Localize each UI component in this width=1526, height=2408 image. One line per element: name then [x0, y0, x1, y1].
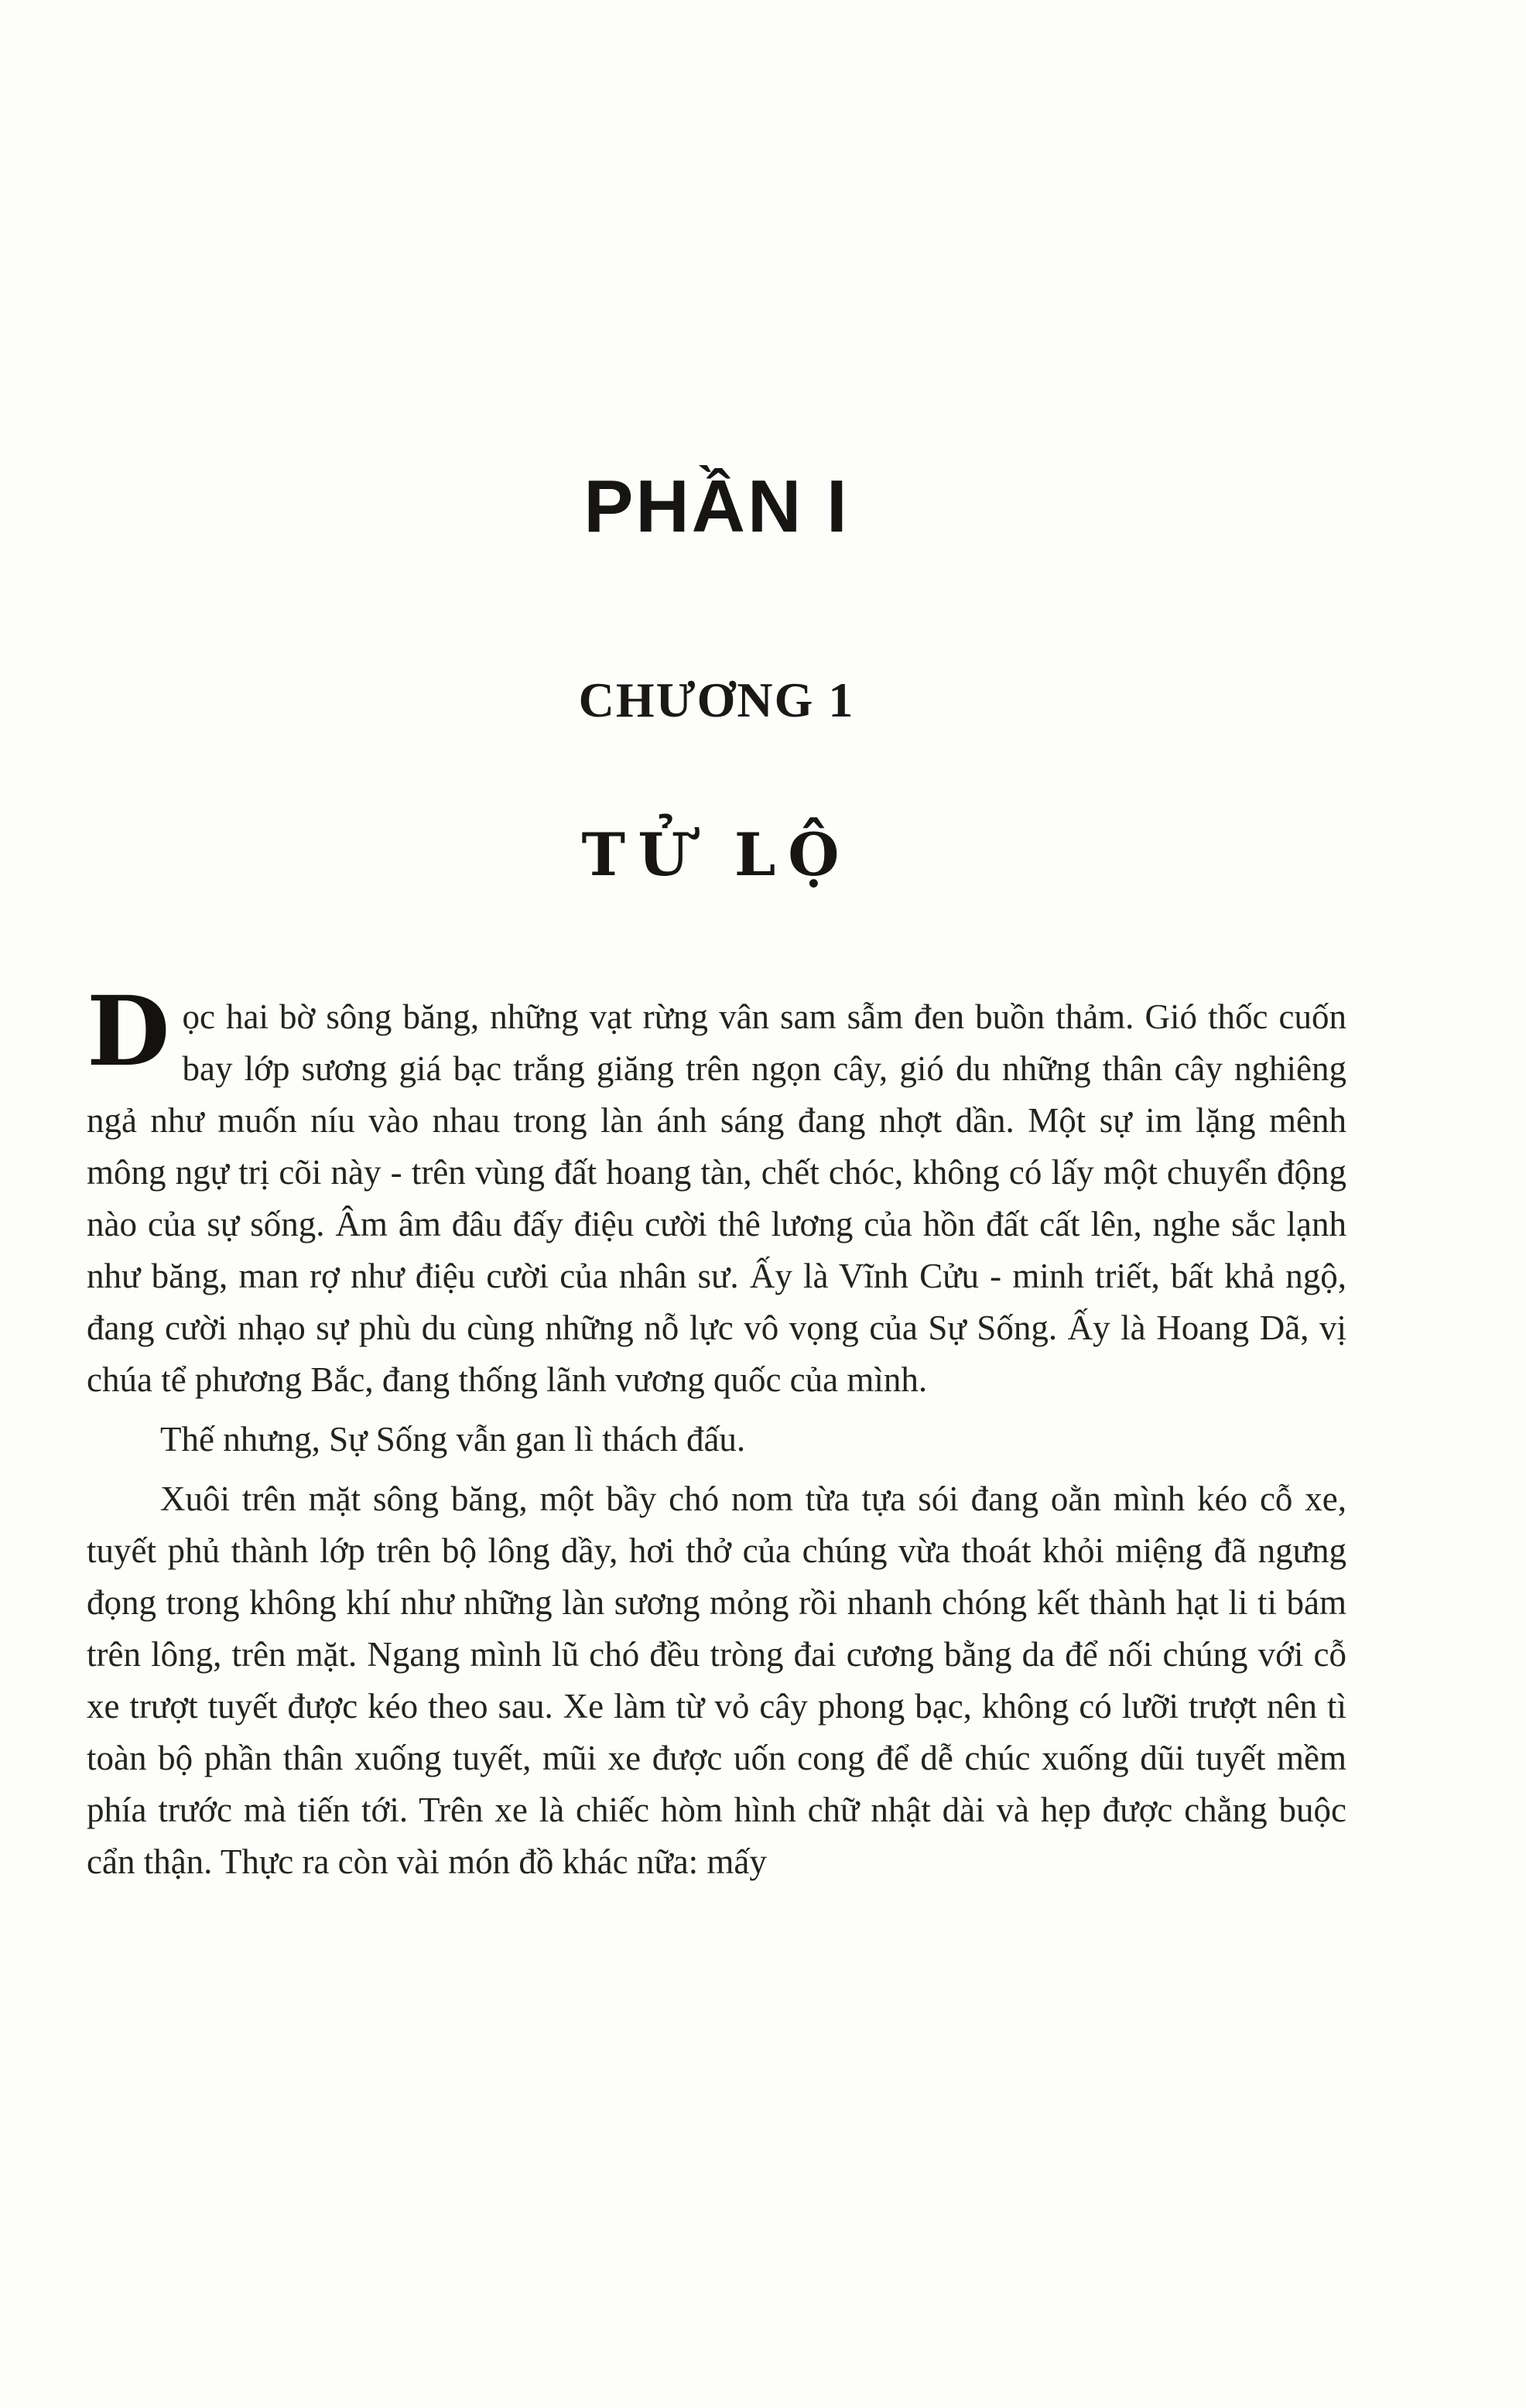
paragraph-1 [87, 976, 1346, 1406]
drop-cap-initial: D [87, 976, 170, 1088]
paragraph-3: Xuôi trên mặt sông băng, một bầy chó nom từa tựa sói đang oằn mình kéo cỗ xe, tuyết phủ thành lớp trên bộ lông dầy, hơi thở của chúng vừa thoát khỏi miệng đã ngưng đọng trong không khí như những làn sương mỏng rồi nhanh chóng kết thành hạt li ti bám trên lông, trên mặt. Ngang mình lũ chó đều tròng đai cương bằng da để nối chúng với cỗ xe trượt tuyết được kéo theo sau. Xe làm từ vỏ cây phong bạc, không có lưỡi trượt nên tì toàn bộ phần thân xuống tuyết, mũi xe được uốn cong để dễ chúc xuống dũi tuyết mềm phía trước mà tiến tới. Trên xe là chiếc hòm hình chữ nhật dài và hẹp được chằng buộc cẩn thận. Thực ra còn vài món đồ khác nữa: mấy [87, 1479, 1346, 1881]
paragraph-1-text: ọc hai bờ sông băng, những vạt rừng vân sam sẫm đen buồn thảm. Gió thốc cuốn bay lớp sương giá bạc trắng giăng trên ngọn cây, gió du những thân cây nghiêng ngả như muốn níu vào nhau trong làn ánh sáng đang nhợt dần. Một sự im lặng mênh mông ngự trị cõi này - trên vùng đất hoang tàn, chết chóc, không có lấy một chuyển động nào của sự sống. Âm âm đâu đấy điệu cười thê lương của hồn đất cất lên, nghe sắc lạnh như băng, man rợ như điệu cười của nhân sư. Ấy là Vĩnh Cửu - minh triết, bất khả ngộ, đang cười nhạo sự phù du cùng những nỗ lực vô vọng của Sự Sống. Ấy là Hoang Dã, vị chúa tể phương Bắc, đang thống lãnh vương quốc của mình. [87, 997, 1346, 1399]
body-text [87, 976, 1346, 1888]
chapter-name: TỬ LỘ [581, 820, 852, 889]
chapter-label: CHƯƠNG 1 [578, 672, 855, 727]
part-title: PHẦN I [583, 465, 850, 548]
paragraph-2: Thế nhưng, Sự Sống vẫn gan lì thách đấu. [160, 1420, 746, 1459]
